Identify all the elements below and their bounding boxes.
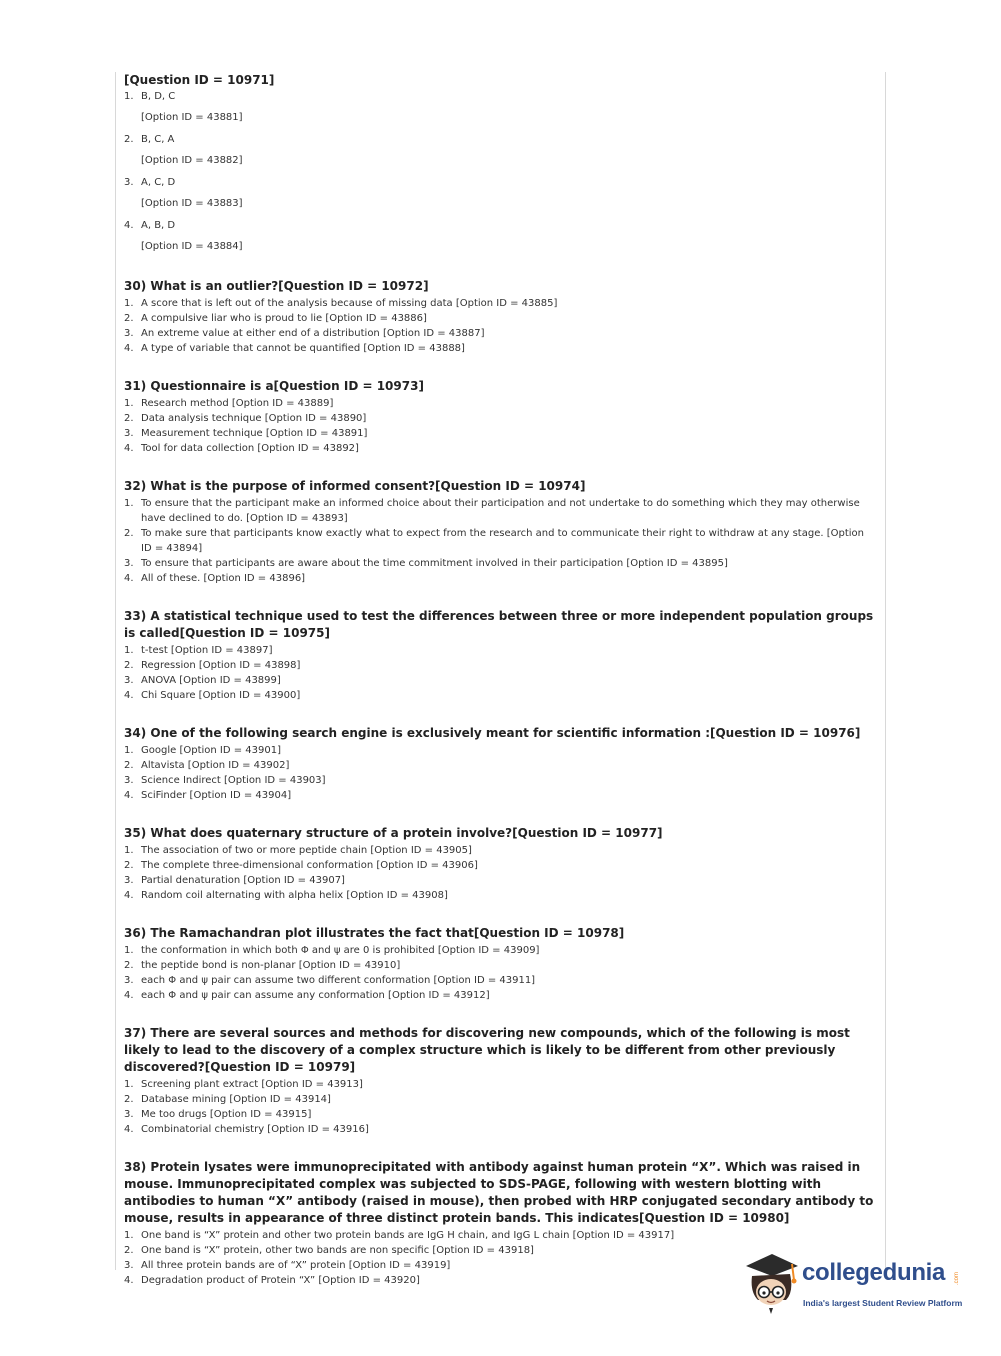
option <box>124 296 876 311</box>
option-text: To make sure that participants know exactly what to expect from the research and to communicate their right to withdraw at any stage. [Option ID = 43894] <box>141 528 864 554</box>
question-title: 31) Questionnaire is a[Question ID = 10973] <box>124 379 424 393</box>
option-text: the conformation in which both Φ and ψ are 0 is prohibited [Option ID = 43909] <box>141 945 540 956</box>
option-number: 4. <box>124 343 134 354</box>
option-number: 4. <box>124 573 134 584</box>
option-number: 3. <box>124 558 134 569</box>
option <box>124 311 876 326</box>
question-title: 33) A statistical technique used to test the differences between three or more independent population groups is called[Question ID = 10975] <box>124 609 874 640</box>
option <box>124 1122 876 1137</box>
option-text: All of these. [Option ID = 43896] <box>141 573 306 584</box>
option-text: Regression [Option ID = 43898] <box>141 660 301 671</box>
option <box>124 688 876 703</box>
option-number: 4. <box>124 220 134 231</box>
option-text: each Φ and ψ pair can assume any conformation [Option ID = 43912] <box>141 990 490 1001</box>
option-text: One band is “X” protein, other two bands are non specific [Option ID = 43918] <box>141 1245 534 1256</box>
option-text: Combinatorial chemistry [Option ID = 43916] <box>141 1124 369 1135</box>
option-number: 4. <box>124 990 134 1001</box>
option <box>124 858 876 873</box>
option-text: Me too drugs [Option ID = 43915] <box>141 1109 312 1120</box>
option-number: 3. <box>124 428 134 439</box>
option-number: 3. <box>124 328 134 339</box>
option-text: Tool for data collection [Option ID = 43892] <box>141 443 359 454</box>
option <box>124 658 876 673</box>
option-number: 1. <box>124 498 134 509</box>
question-32 <box>124 478 876 586</box>
question-35 <box>124 825 876 903</box>
option-text: the peptide bond is non-planar [Option ID = 43910] <box>141 960 401 971</box>
question-title: 37) There are several sources and methods for discovering new compounds, which of the following is most likely to lead to the discovery of a complex structure which is likely to be different from other previously discovered?[Question ID = 10979] <box>124 1026 850 1074</box>
option-id: [Option ID = 43884] <box>141 241 243 252</box>
option <box>124 673 876 688</box>
question-37 <box>124 1025 876 1137</box>
option <box>124 496 876 526</box>
option <box>124 643 876 658</box>
option-number: 2. <box>124 1245 134 1256</box>
collegedunia-logo[interactable] <box>742 1248 970 1314</box>
option-number: 4. <box>124 790 134 801</box>
option-text: A, B, D <box>141 220 176 231</box>
option-text: Research method [Option ID = 43889] <box>141 398 334 409</box>
question-title: 30) What is an outlier?[Question ID = 10972] <box>124 279 429 293</box>
option <box>124 788 876 803</box>
option-number: 3. <box>124 775 134 786</box>
option-number: 1. <box>124 845 134 856</box>
option-text: The complete three-dimensional conformation [Option ID = 43906] <box>141 860 478 871</box>
option-number: 2. <box>124 528 134 539</box>
option-number: 1. <box>124 1079 134 1090</box>
question-34 <box>124 725 876 803</box>
option <box>124 89 876 125</box>
option-text: A score that is left out of the analysis because of missing data [Option ID = 43885] <box>141 298 558 309</box>
question-list <box>124 72 876 1310</box>
option-number: 2. <box>124 1094 134 1105</box>
student-mascot-icon <box>742 1248 802 1314</box>
option <box>124 988 876 1003</box>
option-number: 2. <box>124 413 134 424</box>
question-31 <box>124 378 876 456</box>
logo-wordmark: collegedunia <box>802 1259 946 1286</box>
option-text: A type of variable that cannot be quantified [Option ID = 43888] <box>141 343 465 354</box>
option-text: B, C, A <box>141 134 175 145</box>
option-text: Random coil alternating with alpha helix [Option ID = 43908] <box>141 890 448 901</box>
option-text: B, D, C <box>141 91 176 102</box>
option-text: each Φ and ψ pair can assume two different conformation [Option ID = 43911] <box>141 975 536 986</box>
option-text: t-test [Option ID = 43897] <box>141 645 273 656</box>
option-id: [Option ID = 43883] <box>141 198 243 209</box>
option-text: Data analysis technique [Option ID = 43890] <box>141 413 367 424</box>
option-number: 2. <box>124 313 134 324</box>
option-number: 3. <box>124 875 134 886</box>
option-text: Screening plant extract [Option ID = 43913] <box>141 1079 363 1090</box>
option-text: Degradation product of Protein “X” [Option ID = 43920] <box>141 1275 420 1286</box>
option-number: 1. <box>124 398 134 409</box>
option-number: 2. <box>124 860 134 871</box>
option-number: 4. <box>124 890 134 901</box>
question-30 <box>124 278 876 356</box>
option-number: 1. <box>124 945 134 956</box>
option <box>124 758 876 773</box>
option <box>124 341 876 356</box>
option-number: 4. <box>124 443 134 454</box>
option <box>124 571 876 586</box>
question-36 <box>124 925 876 1003</box>
option-text: An extreme value at either end of a distribution [Option ID = 43887] <box>141 328 485 339</box>
option-number: 3. <box>124 675 134 686</box>
option-text: One band is “X” protein and other two protein bands are IgG H chain, and IgG L chain [Option ID = 43917] <box>141 1230 675 1241</box>
option-text: To ensure that the participant make an informed choice about their participation and not undertake to do something which they may otherwise have declined to do. [Option ID = 43893] <box>141 498 860 524</box>
option-number: 1. <box>124 745 134 756</box>
option <box>124 943 876 958</box>
option-number: 1. <box>124 91 134 102</box>
option-text: Google [Option ID = 43901] <box>141 745 281 756</box>
option <box>124 743 876 758</box>
option-text: The association of two or more peptide chain [Option ID = 43905] <box>141 845 472 856</box>
question-title: 34) One of the following search engine is exclusively meant for scientific information :[Question ID = 10976] <box>124 726 861 740</box>
option <box>124 1107 876 1122</box>
logo-tagline: India's largest Student Review Platform <box>803 1298 963 1308</box>
option-number: 3. <box>124 1109 134 1120</box>
option-number: 4. <box>124 1124 134 1135</box>
option <box>124 773 876 788</box>
option-number: 1. <box>124 645 134 656</box>
option-text: Chi Square [Option ID = 43900] <box>141 690 301 701</box>
option <box>124 526 876 556</box>
option-text: Partial denaturation [Option ID = 43907] <box>141 875 345 886</box>
option-number: 2. <box>124 134 134 145</box>
option <box>124 958 876 973</box>
option-number: 1. <box>124 298 134 309</box>
question-33 <box>124 608 876 703</box>
option-text: Measurement technique [Option ID = 43891] <box>141 428 368 439</box>
option <box>124 1077 876 1092</box>
option <box>124 396 876 411</box>
option <box>124 426 876 441</box>
option-text: Science Indirect [Option ID = 43903] <box>141 775 326 786</box>
option-id: [Option ID = 43882] <box>141 155 243 166</box>
option <box>124 888 876 903</box>
option <box>124 326 876 341</box>
option-number: 3. <box>124 975 134 986</box>
option <box>124 132 876 168</box>
option-text: To ensure that participants are aware about the time commitment involved in their participation [Option ID = 43895] <box>141 558 728 569</box>
question-title: [Question ID = 10971] <box>124 73 275 87</box>
question-title: 32) What is the purpose of informed consent?[Question ID = 10974] <box>124 479 586 493</box>
question-title: 38) Protein lysates were immunoprecipitated with antibody against human protein “X”. Which was raised in mouse. Immunoprecipitated complex was subjected to SDS-PAGE, following with western blotting with antibodies to human “X” antibody (raised in mouse), then probed with HRP conjugated secondary antibody to mouse, results in appearance of three distinct protein bands. This indicates[Question ID = 10980] <box>124 1160 874 1225</box>
option-number: 1. <box>124 1230 134 1241</box>
option-text: All three protein bands are of “X” protein [Option ID = 43919] <box>141 1260 451 1271</box>
option-number: 3. <box>124 1260 134 1271</box>
option <box>124 556 876 571</box>
option <box>124 1228 876 1243</box>
option <box>124 218 876 254</box>
option-number: 2. <box>124 660 134 671</box>
option-number: 3. <box>124 177 134 188</box>
question-title: 36) The Ramachandran plot illustrates the fact that[Question ID = 10978] <box>124 926 625 940</box>
option-text: A, C, D <box>141 177 176 188</box>
question-29-tail <box>124 72 876 254</box>
logo-dotcom: .com <box>954 1272 960 1286</box>
option <box>124 973 876 988</box>
option-number: 2. <box>124 960 134 971</box>
option-number: 2. <box>124 760 134 771</box>
option-text: A compulsive liar who is proud to lie [Option ID = 43886] <box>141 313 427 324</box>
option <box>124 843 876 858</box>
option-number: 4. <box>124 690 134 701</box>
option <box>124 441 876 456</box>
question-title: 35) What does quaternary structure of a protein involve?[Question ID = 10977] <box>124 826 663 840</box>
option-text: Database mining [Option ID = 43914] <box>141 1094 331 1105</box>
option <box>124 175 876 211</box>
option-number: 4. <box>124 1275 134 1286</box>
option-text: ANOVA [Option ID = 43899] <box>141 675 281 686</box>
page-border-right <box>885 72 886 1270</box>
option-text: SciFinder [Option ID = 43904] <box>141 790 292 801</box>
option-id: [Option ID = 43881] <box>141 112 243 123</box>
option-text: Altavista [Option ID = 43902] <box>141 760 290 771</box>
option <box>124 873 876 888</box>
option <box>124 411 876 426</box>
option <box>124 1092 876 1107</box>
page-border-left <box>115 72 116 1270</box>
